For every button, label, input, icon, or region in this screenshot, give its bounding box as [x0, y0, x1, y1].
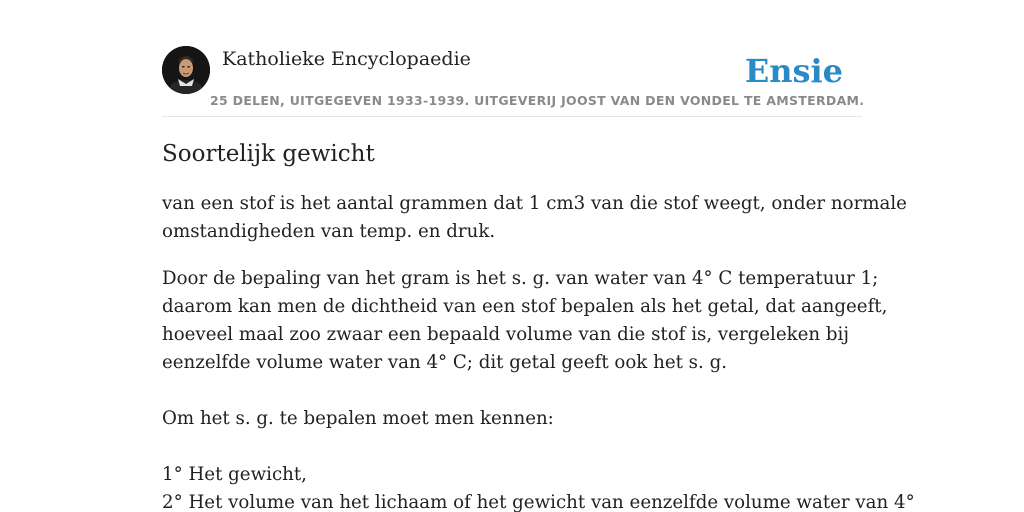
source-header [162, 46, 865, 117]
text-line: omstandigheden van temp. en druk. [162, 221, 496, 242]
article-title: Soortelijk gewicht [162, 141, 375, 167]
blank-line [162, 433, 872, 461]
portrait-icon [162, 46, 210, 94]
text-line: eenzelfde volume water van 4° C; dit getal geeft ook het s. g. [162, 352, 727, 373]
article-body [162, 190, 915, 512]
text-line: Om het s. g. te bepalen moet men kennen: [162, 408, 554, 429]
list-item: 1° Het gewicht, [162, 464, 307, 485]
source-title[interactable]: Katholieke Encyclopaedie [222, 48, 471, 70]
source-avatar[interactable] [162, 46, 210, 94]
ensie-logo-link[interactable]: Ensie [744, 52, 843, 90]
text-line: Door de bepaling van het gram is het s. g. van water van 4° C temperatuur 1; [162, 268, 879, 289]
blank-line [162, 377, 872, 405]
article [162, 138, 915, 512]
article-paragraph-2 [162, 265, 915, 512]
text-line: hoeveel maal zoo zwaar een bepaald volume van die stof is, vergeleken bij [162, 324, 850, 345]
source-subtitle: 25 DELEN, UITGEGEVEN 1933-1939. UITGEVERIJ JOOST VAN DEN VONDEL TE AMSTERDAM. [210, 93, 865, 108]
text-line: van een stof is het aantal grammen dat 1 cm3 van die stof weegt, onder normale [162, 193, 907, 214]
list-item: 2° Het volume van het lichaam of het gewicht van eenzelfde volume water van 4° [162, 492, 915, 512]
article-paragraph-1 [162, 190, 907, 246]
text-line: daarom kan men de dichtheid van een stof bepalen als het getal, dat aangeeft, [162, 296, 888, 317]
